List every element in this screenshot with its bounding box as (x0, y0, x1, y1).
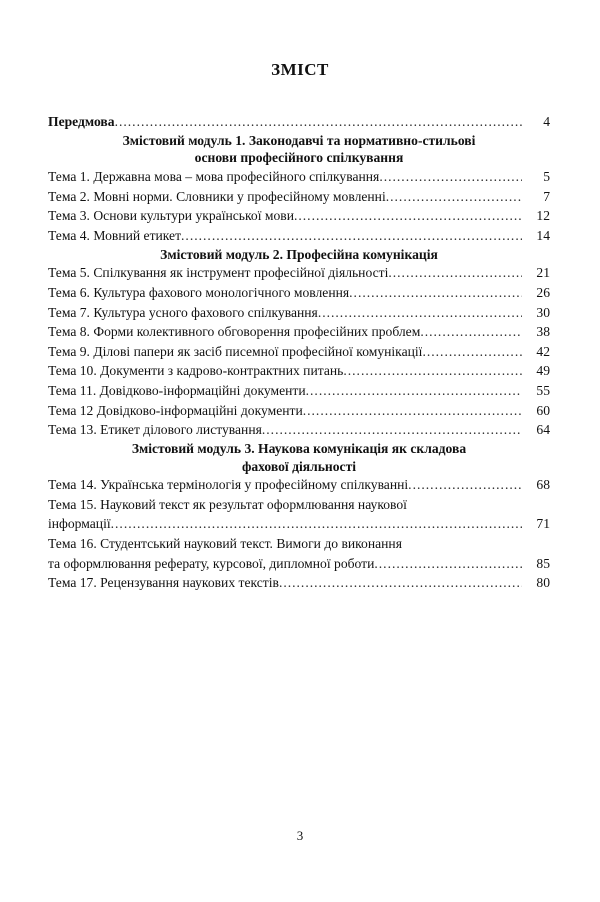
toc-entry[interactable] (48, 263, 550, 283)
toc-entry-label: Тема 17. Рецензування наукових текстів (48, 575, 279, 591)
toc-leader-dots (386, 187, 522, 207)
toc-entry-label: Тема 9. Ділові папери як засіб писемної професійної комунікації (48, 343, 423, 359)
toc-entry[interactable] (48, 401, 550, 421)
toc-entry-page: 55 (536, 382, 550, 398)
toc-entry-page: 21 (536, 265, 550, 281)
toc-entry-page: 5 (543, 169, 550, 185)
toc-entry-multiline[interactable] (48, 495, 550, 534)
toc-entry[interactable] (48, 342, 550, 362)
page-number: 3 (296, 828, 304, 843)
toc-leader-dots (318, 303, 522, 323)
toc-entry-label-line: Тема 15. Науковий текст як результат оформлювання наукової (48, 496, 407, 512)
toc-entry[interactable] (48, 187, 550, 207)
toc-entry-label: Тема 11. Довідково-інформаційні документи (48, 382, 306, 398)
toc-entry-label: Тема 14. Українська термінологія у професійному спілкуванні (48, 477, 409, 493)
toc-entry-label: Тема 8. Форми колективного обговорення професійних проблем (48, 324, 421, 340)
toc-entry[interactable] (48, 420, 550, 440)
toc-entry-label: Тема 4. Мовний етикет (48, 227, 182, 243)
toc-entry[interactable] (48, 475, 550, 495)
toc-entry-page: 71 (536, 516, 550, 532)
toc-leader-dots (422, 342, 522, 362)
toc-entry-label-line: інформації (48, 516, 111, 532)
toc-entry[interactable] (48, 361, 550, 381)
toc-leader-dots (379, 167, 522, 187)
toc-entry-preface[interactable] (48, 112, 550, 132)
toc-leader-dots (420, 322, 522, 342)
toc-leader-dots (279, 573, 522, 593)
toc-entry[interactable] (48, 381, 550, 401)
toc-leader-dots (374, 554, 522, 574)
toc-entry-page: 68 (536, 477, 550, 493)
toc-leader-dots (343, 361, 522, 381)
toc-leader-dots (294, 206, 522, 226)
module-heading-line: фахової діяльності (241, 458, 357, 474)
toc-entry[interactable] (48, 322, 550, 342)
module-heading-line: Змістовий модуль 1. Законодавчі та нормативно-стильові (122, 132, 476, 148)
toc-entry-page: 60 (536, 402, 550, 418)
toc-leader-dots (306, 381, 522, 401)
toc-title: ЗМІСТ (271, 60, 329, 79)
toc-entry-page: 80 (536, 575, 550, 591)
toc-entry-page: 42 (536, 343, 550, 359)
toc-entry-page: 30 (536, 304, 550, 320)
module-heading-line: основи професійного спілкування (194, 150, 404, 166)
toc-entry-label: Тема 12 Довідково-інформаційні документи (48, 402, 303, 418)
toc-entry[interactable] (48, 283, 550, 303)
module-heading-1 (48, 132, 550, 168)
module-heading-3 (48, 440, 550, 476)
toc-entry-page: 49 (536, 363, 550, 379)
toc-entry[interactable] (48, 573, 550, 593)
toc-entry-label: Тема 13. Етикет ділового листування (48, 422, 262, 438)
toc-leader-dots (303, 401, 522, 421)
toc-entry-label-line: та оформлювання реферату, курсової, дипломної роботи (48, 555, 375, 571)
toc-entry[interactable] (48, 206, 550, 226)
module-heading-2 (48, 246, 550, 264)
toc-entry-label: Тема 2. Мовні норми. Словники у професійному мовленні (48, 188, 386, 204)
toc-entry-page: 64 (536, 422, 550, 438)
toc-entry-label: Тема 1. Державна мова – мова професійного спілкування (48, 169, 380, 185)
toc-entry-label: Тема 6. Культура фахового монологічного мовлення (48, 284, 350, 300)
toc-leader-dots (408, 475, 522, 495)
toc-leader-dots (262, 420, 522, 440)
toc-entry-page: 4 (543, 114, 550, 129)
toc-entry-label: Тема 3. Основи культури української мови (48, 208, 294, 224)
toc-entry-label: Тема 7. Культура усного фахового спілкування (48, 304, 318, 320)
toc-entry[interactable] (48, 303, 550, 323)
toc-entry-label: Тема 5. Спілкування як інструмент професійної діяльності (48, 265, 389, 281)
table-of-contents (48, 112, 550, 593)
toc-entry-page: 7 (543, 188, 550, 204)
toc-entry-label: Передмова (48, 114, 115, 129)
module-heading-line: Змістовий модуль 3. Наукова комунікація як складова (131, 440, 467, 456)
toc-entry-page: 85 (536, 555, 550, 571)
toc-entry-label-line: Тема 16. Студентський науковий текст. Вимоги до виконання (48, 536, 402, 552)
module-heading-line: Змістовий модуль 2. Професійна комунікація (160, 246, 438, 262)
toc-leader-dots (388, 263, 522, 283)
toc-leader-dots (349, 283, 522, 303)
toc-entry[interactable] (48, 167, 550, 187)
toc-entry[interactable] (48, 226, 550, 246)
toc-entry-multiline[interactable] (48, 534, 550, 573)
toc-leader-dots (115, 112, 522, 132)
toc-entry-page: 14 (536, 227, 550, 243)
toc-entry-page: 26 (536, 284, 550, 300)
toc-entry-page: 12 (536, 208, 550, 224)
toc-leader-dots (111, 514, 522, 534)
toc-entry-page: 38 (536, 324, 550, 340)
toc-entry-label: Тема 10. Документи з кадрово-контрактних питань (48, 363, 344, 379)
toc-leader-dots (181, 226, 522, 246)
